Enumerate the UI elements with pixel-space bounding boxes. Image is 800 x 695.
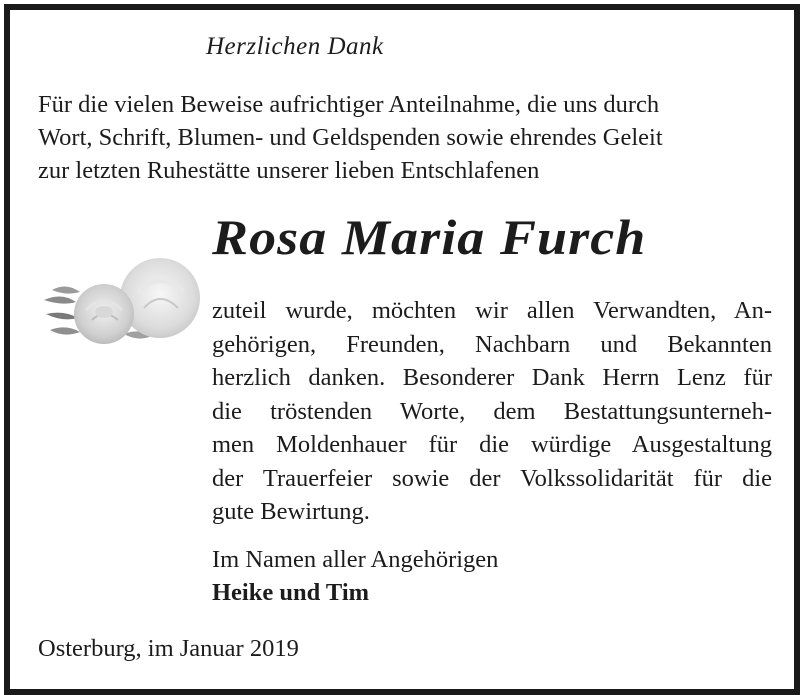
- deceased-name: Rosa Maria Furch: [212, 209, 647, 265]
- signoff: [212, 543, 498, 609]
- notice-frame: [4, 4, 800, 695]
- body-line: gute Bewirtung.: [212, 498, 370, 525]
- intro-line: zur letzten Ruhestätte unserer lieben Entschlafenen: [38, 157, 540, 184]
- body-line: der Trauerfeier sowie der Volkssolidarität für die: [212, 464, 772, 492]
- body-line: zuteil wurde, möchten wir allen Verwandten, An-: [212, 297, 772, 324]
- body-line: die tröstenden Worte, dem Bestattungsunterneh-: [212, 397, 772, 425]
- intro-line: Für die vielen Beweise aufrichtiger Anteilnahme, die uns durch: [38, 91, 660, 118]
- signoff-intro: Im Namen aller Angehörigen: [212, 546, 499, 573]
- notice-content: [10, 10, 794, 689]
- roses-icon: [34, 252, 214, 352]
- body-paragraph: [212, 294, 772, 529]
- place-date: Osterburg, im Januar 2019: [38, 635, 299, 662]
- body-line: men Moldenhauer für die würdige Ausgestaltung: [212, 431, 772, 458]
- intro-line: Wort, Schrift, Blumen- und Geldspenden sowie ehrendes Geleit: [38, 124, 663, 151]
- body-line: gehörigen, Freunden, Nachbarn und Bekannten: [212, 330, 772, 358]
- intro-paragraph: [38, 88, 778, 187]
- body-line: herzlich danken. Besonderer Dank Herrn Lenz für: [212, 364, 772, 391]
- notice-heading: Herzlichen Dank: [206, 33, 384, 60]
- signoff-names: Heike und Tim: [212, 579, 370, 606]
